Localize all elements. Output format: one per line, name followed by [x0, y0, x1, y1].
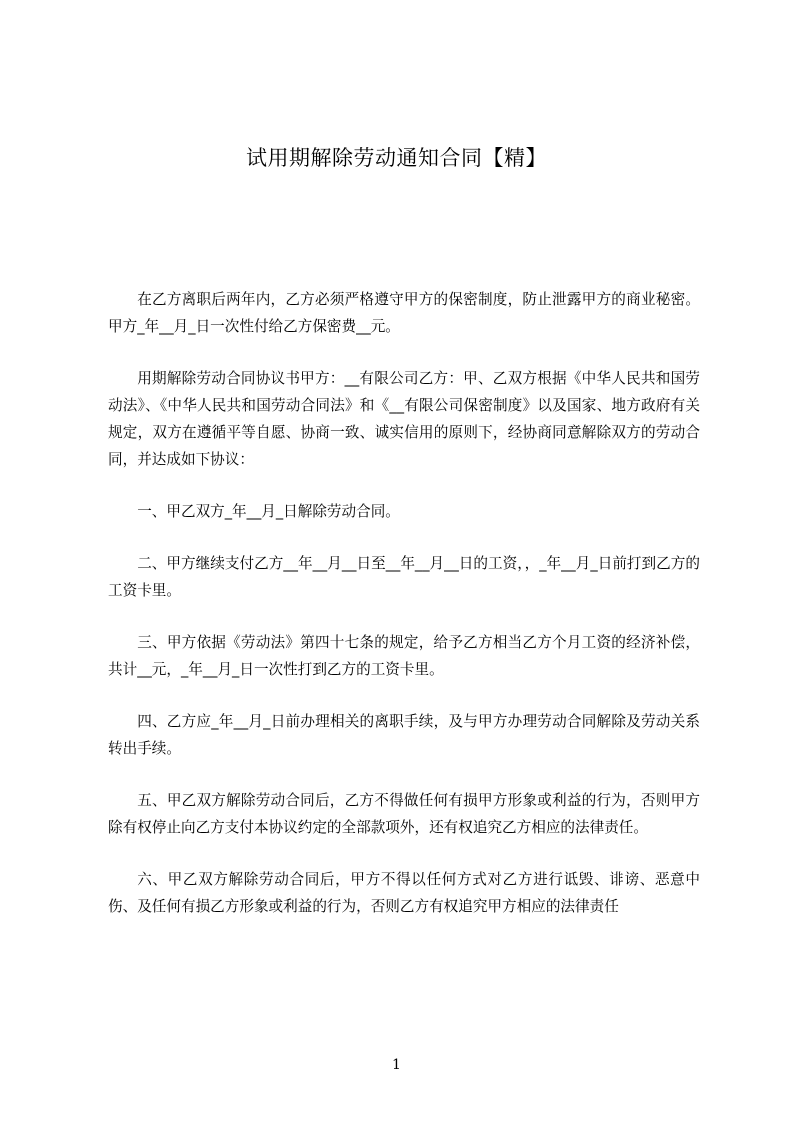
clause-4: 四、乙方应_年__月_日前办理相关的离职手续，及与甲方办理劳动合同解除及劳动关系转出手续。	[108, 713, 700, 757]
clause-1: 一、甲乙双方_年__月_日解除劳动合同。	[137, 503, 400, 520]
page-number: 1	[392, 1057, 401, 1073]
clause-3: 三、甲方依据《劳动法》第四十七条的规定，给予乙方相当乙方个月工资的经济补偿，共计__元，_年__月_日一次性打到乙方的工资卡里。	[108, 634, 700, 678]
document-body	[108, 286, 700, 945]
clause-6: 六、甲乙双方解除劳动合同后，甲方不得以任何方式对乙方进行诋毁、诽谤、恶意中伤、及任何有损乙方形象或利益的行为，否则乙方有权追究甲方相应的法律责任	[108, 871, 700, 915]
paragraph-confidentiality: 在乙方离职后两年内，乙方必须严格遵守甲方的保密制度，防止泄露甲方的商业秘密。甲方_年__月_日一次性付给乙方保密费__元。	[108, 291, 700, 335]
clause-2: 二、甲方继续支付乙方__年__月__日至__年__月__日的工资，，_年__月_日前打到乙方的工资卡里。	[108, 555, 700, 599]
clause-5: 五、甲乙双方解除劳动合同后，乙方不得做任何有损甲方形象或利益的行为，否则甲方除有权停止向乙方支付本协议约定的全部款项外，还有权追究乙方相应的法律责任。	[108, 792, 700, 836]
paragraph-preamble: 用期解除劳动合同协议书甲方：__有限公司乙方：甲、乙双方根据《中华人民共和国劳动法》、《中华人民共和国劳动合同法》和《__有限公司保密制度》以及国家、地方政府有关规定，双方在遵循平等自愿、协商一致、诚实信用的原则下，经协商同意解除双方的劳动合同，并达成如下协议：	[108, 370, 700, 468]
document-title: 试用期解除劳动通知合同【精】	[246, 146, 547, 170]
